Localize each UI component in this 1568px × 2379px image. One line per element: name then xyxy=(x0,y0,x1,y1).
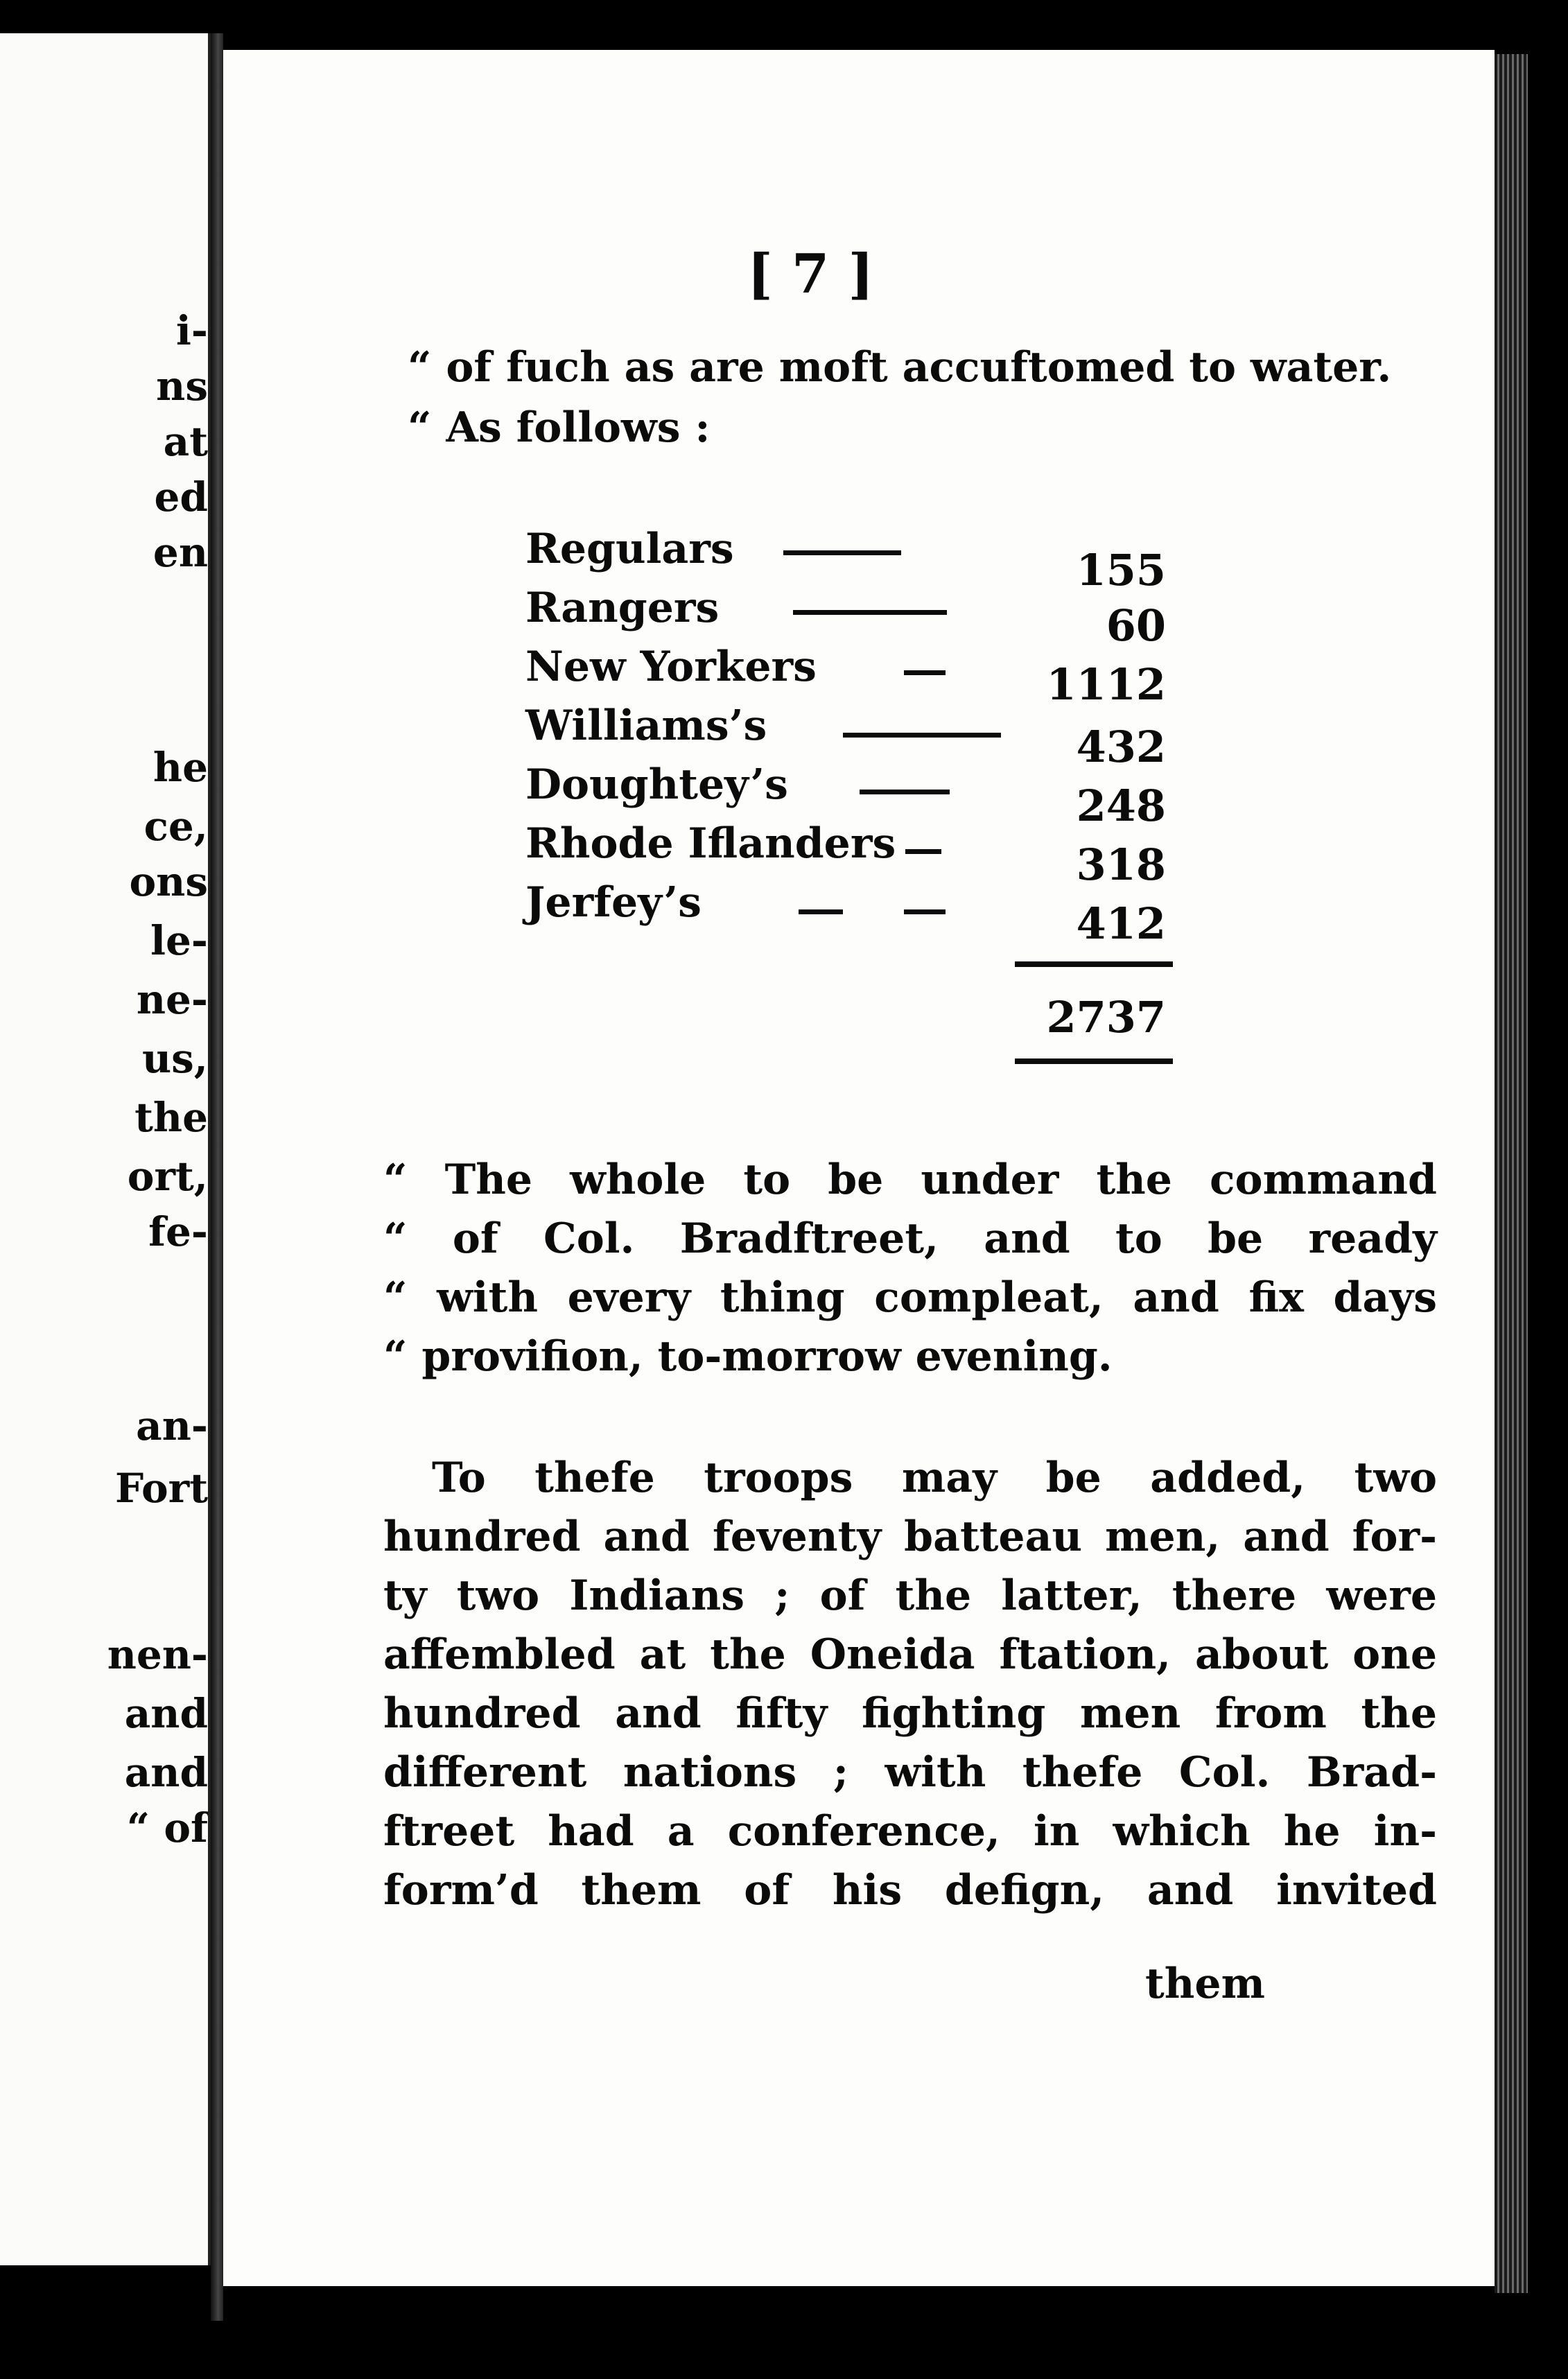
troop-count: 432 xyxy=(1076,722,1166,772)
left-fragment: at xyxy=(163,418,208,465)
troop-dash xyxy=(904,909,946,914)
sum-rule-bottom xyxy=(1015,1058,1173,1064)
command-line: “ The whole to be under the command xyxy=(383,1156,1437,1204)
sum-rule-top xyxy=(1015,961,1173,967)
troop-name: Jerfey’s xyxy=(525,878,702,927)
body-line: affembled at the Oneida ftation, about one xyxy=(383,1630,1437,1679)
troop-name: Williams’s xyxy=(525,702,767,750)
intro-line: “ As follows : xyxy=(408,403,711,452)
troop-dash xyxy=(793,610,947,615)
left-fragment: “ of xyxy=(126,1804,208,1851)
left-fragment: en xyxy=(153,529,208,576)
troop-dash xyxy=(783,550,901,555)
body-line: different nations ; with thefe Col. Brad- xyxy=(383,1748,1437,1797)
body-line: ftreet had a conference, in which he in- xyxy=(383,1807,1437,1856)
troop-name: Rhode Iflanders xyxy=(525,819,896,868)
page-edge xyxy=(1495,54,1528,2293)
command-line: “ with every thing compleat, and fix days xyxy=(383,1273,1437,1322)
troop-dash xyxy=(905,849,941,854)
troop-count: 60 xyxy=(1106,600,1166,651)
catchword: them xyxy=(1145,1960,1265,2008)
troop-name: New Yorkers xyxy=(525,643,817,691)
troop-count: 155 xyxy=(1076,545,1166,595)
left-fragment: ne- xyxy=(136,976,208,1023)
troop-dash xyxy=(860,790,950,794)
troop-count: 1112 xyxy=(1046,659,1166,710)
total-count: 2737 xyxy=(1046,992,1166,1043)
left-fragment: the xyxy=(134,1094,208,1141)
command-line: “ provifion, to-morrow evening. xyxy=(383,1332,1113,1381)
troop-dash xyxy=(799,909,843,914)
left-fragment: he xyxy=(153,744,208,791)
troop-name: Doughtey’s xyxy=(525,760,788,809)
troop-count: 248 xyxy=(1076,781,1166,831)
body-line: hundred and feventy batteau men, and for- xyxy=(383,1513,1437,1561)
command-line: “ of Col. Bradftreet, and to be ready xyxy=(383,1214,1437,1263)
body-line: form’d them of his defign, and invited xyxy=(383,1866,1437,1915)
right-page xyxy=(223,50,1495,2286)
page-number: [ 7 ] xyxy=(747,243,874,306)
troop-count: 318 xyxy=(1076,839,1166,890)
troop-count: 412 xyxy=(1076,898,1166,949)
left-fragment: ed xyxy=(154,473,208,521)
left-fragment: ns xyxy=(156,363,208,410)
book-gutter xyxy=(211,33,223,2321)
body-line: To thefe troops may be added, two xyxy=(432,1454,1437,1502)
troop-dash xyxy=(904,670,946,675)
body-line: hundred and fifty fighting men from the xyxy=(383,1689,1437,1738)
left-fragment: and xyxy=(124,1690,208,1737)
body-line: ty two Indians ; of the latter, there were xyxy=(383,1571,1437,1620)
intro-line: “ of fuch as are moft accuftomed to water. xyxy=(408,343,1392,392)
left-fragment: fe- xyxy=(148,1208,208,1255)
left-fragment: Fort xyxy=(114,1465,208,1512)
left-fragment: ce, xyxy=(143,803,208,850)
troop-dash xyxy=(843,733,1001,738)
left-fragment: nen- xyxy=(107,1631,208,1678)
left-fragment: ort, xyxy=(127,1153,208,1200)
left-fragment: le- xyxy=(150,917,208,964)
left-page xyxy=(0,33,211,2265)
left-fragment: an- xyxy=(136,1402,208,1449)
left-fragment: us, xyxy=(141,1035,208,1082)
left-fragment: ons xyxy=(129,858,208,905)
troop-name: Regulars xyxy=(525,525,734,573)
troop-name: Rangers xyxy=(525,584,720,632)
left-fragment: i- xyxy=(175,307,208,354)
left-fragment: and xyxy=(124,1749,208,1796)
